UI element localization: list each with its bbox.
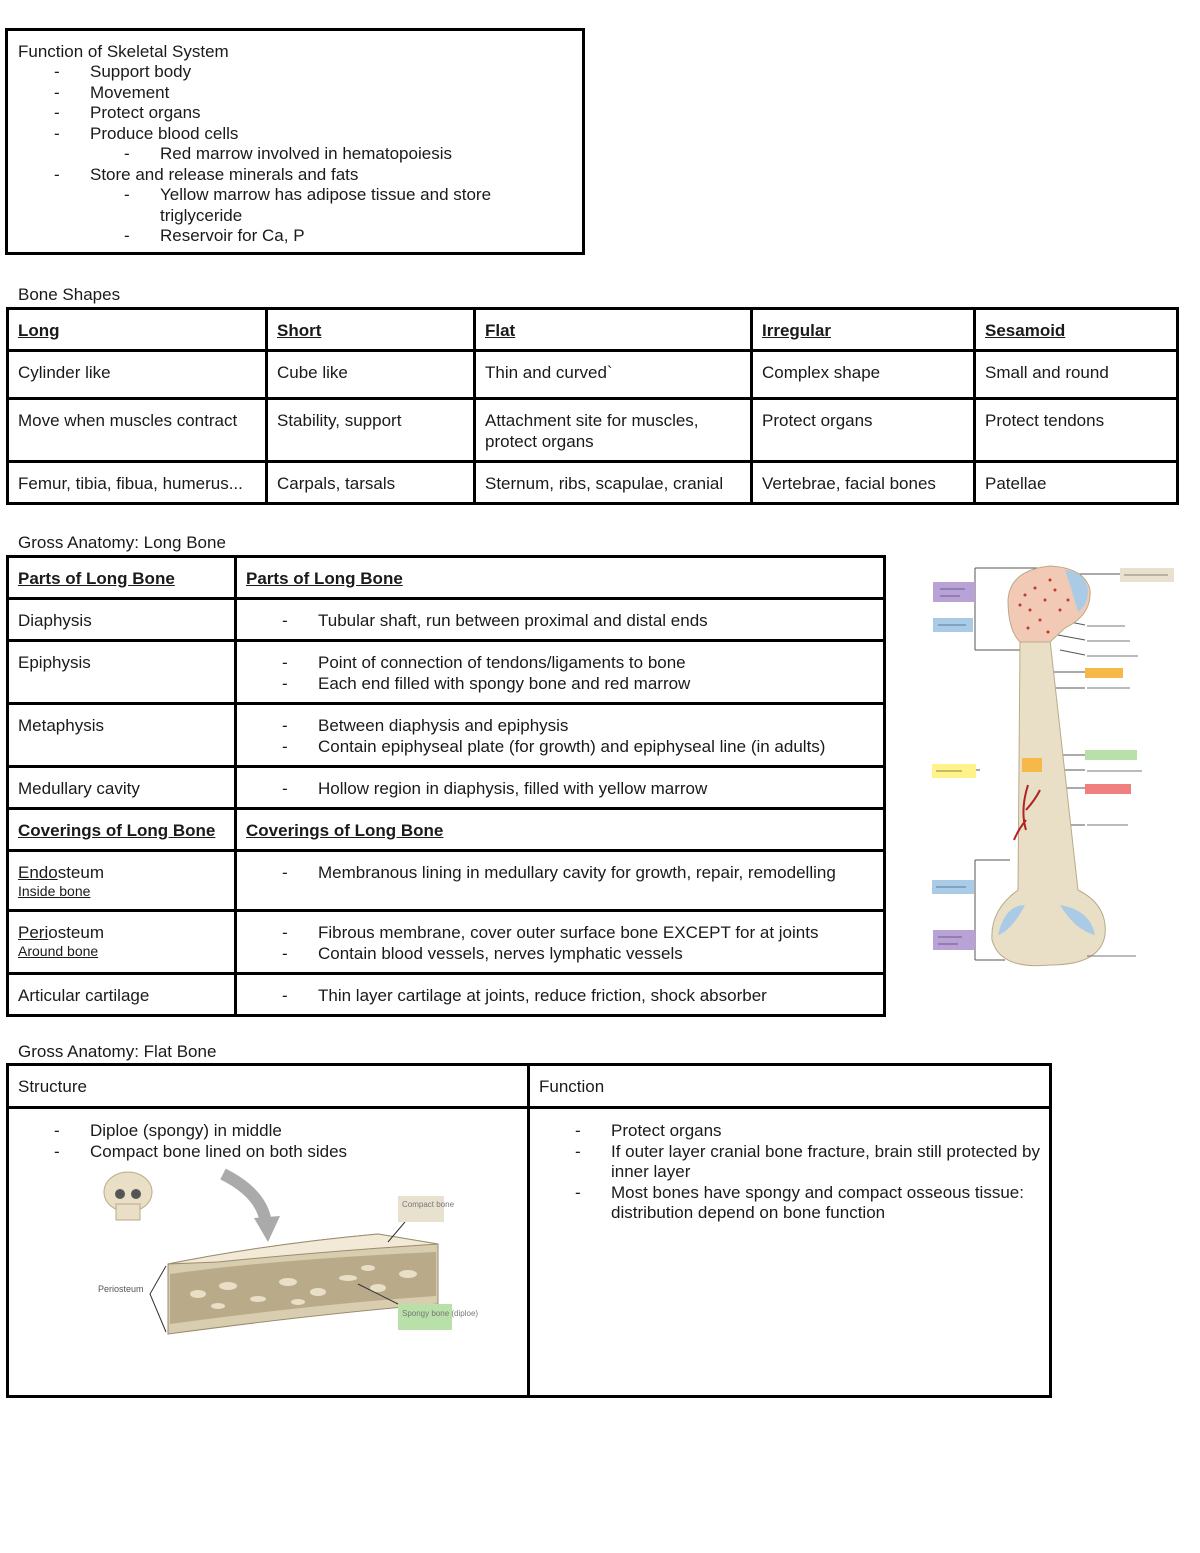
- description-point: - Contain epiphyseal plate (for growth) and epiphyseal line (in adults): [246, 736, 874, 757]
- description-cell: [236, 911, 885, 974]
- shape-cell: Small and round: [975, 351, 1178, 399]
- shape-cell: Femur, tibia, fibua, humerus...: [8, 462, 267, 504]
- shape-cell: Protect organs: [752, 399, 975, 462]
- shape-cell: Complex shape: [752, 351, 975, 399]
- covering-sub: Inside bone: [18, 883, 91, 899]
- function-item: - Store and release minerals and fats: [18, 165, 572, 186]
- function-point: - Protect organs: [539, 1121, 1040, 1142]
- shape-cell: Patellae: [975, 462, 1178, 504]
- part-name: Diaphysis: [8, 599, 236, 641]
- bone-shapes-table: [6, 307, 1179, 505]
- covering-prefix: Peri: [18, 923, 49, 942]
- long-bone-table: [6, 555, 886, 1017]
- description-point: - Hollow region in diaphysis, filled with yellow marrow: [246, 778, 874, 799]
- description-point: - Tubular shaft, run between proximal and distal ends: [246, 610, 874, 631]
- flat-function-header: Function: [529, 1065, 1051, 1108]
- shape-cell: Cylinder like: [8, 351, 267, 399]
- covering-name: [8, 974, 236, 1016]
- description-point: - Membranous lining in medullary cavity for growth, repair, remodelling: [246, 862, 874, 883]
- description-cell: [236, 851, 885, 911]
- flat-structure-list: [18, 1121, 518, 1162]
- covering-rest: Articular cartilage: [18, 986, 150, 1005]
- description-list: [246, 985, 874, 1006]
- flat-bone-title: Gross Anatomy: Flat Bone: [18, 1042, 217, 1061]
- long-bone-header: Coverings of Long Bone: [236, 809, 885, 851]
- shape-cell: Protect tendons: [975, 399, 1178, 462]
- flat-function-cell: [529, 1108, 1051, 1397]
- description-list: [246, 862, 874, 883]
- long-bone-figure: [900, 560, 1190, 980]
- covering-sub: Around bone: [18, 943, 99, 959]
- long-bone-header: Coverings of Long Bone: [8, 809, 236, 851]
- description-point: - Point of connection of tendons/ligaments to bone: [246, 652, 874, 673]
- part-name: Metaphysis: [8, 704, 236, 767]
- part-name: Medullary cavity: [8, 767, 236, 809]
- function-point: - Most bones have spongy and compact osseous tissue: distribution depend on bone function: [539, 1183, 1040, 1224]
- function-item: - Red marrow involved in hematopoiesis: [18, 144, 572, 165]
- shape-cell: Vertebrae, facial bones: [752, 462, 975, 504]
- description-list: [246, 652, 874, 694]
- flat-structure-header: Structure: [8, 1065, 529, 1108]
- description-point: - Contain blood vessels, nerves lymphatic vessels: [246, 943, 874, 964]
- shape-header: Long: [8, 309, 267, 351]
- description-cell: [236, 704, 885, 767]
- description-list: [246, 610, 874, 631]
- compact-bone-label: Compact bone: [402, 1200, 455, 1209]
- description-cell: [236, 974, 885, 1016]
- periosteum-label: Periosteum: [98, 1284, 144, 1294]
- shape-cell: Carpals, tarsals: [267, 462, 475, 504]
- flat-bone-table: [6, 1063, 1052, 1398]
- covering-prefix: Endo: [18, 863, 58, 882]
- shape-cell: Move when muscles contract: [8, 399, 267, 462]
- flat-structure-cell: [8, 1108, 529, 1397]
- shape-cell: Attachment site for muscles, protect organs: [475, 399, 752, 462]
- spongy-bone-label: Spongy bone (diploe): [402, 1309, 479, 1318]
- function-item: - Reservoir for Ca, P: [18, 226, 572, 247]
- description-cell: [236, 641, 885, 704]
- skeletal-functions-list: [18, 62, 572, 247]
- function-item: - Protect organs: [18, 103, 572, 124]
- description-point: - Between diaphysis and epiphysis: [246, 715, 874, 736]
- shape-header: Sesamoid: [975, 309, 1178, 351]
- description-cell: [236, 767, 885, 809]
- shape-cell: Cube like: [267, 351, 475, 399]
- description-list: [246, 778, 874, 799]
- structure-point: - Compact bone lined on both sides: [18, 1142, 518, 1163]
- function-item: - Produce blood cells: [18, 124, 572, 145]
- shape-header: Irregular: [752, 309, 975, 351]
- covering-name: [8, 851, 236, 911]
- long-bone-header: Parts of Long Bone: [8, 557, 236, 599]
- covering-name: [8, 911, 236, 974]
- flat-function-list: [539, 1121, 1040, 1224]
- description-list: [246, 715, 874, 757]
- function-item: - Yellow marrow has adipose tissue and store triglyceride: [18, 185, 572, 226]
- function-item: - Support body: [18, 62, 572, 83]
- function-point: - If outer layer cranial bone fracture, brain still protected by inner layer: [539, 1142, 1040, 1183]
- long-bone-title: Gross Anatomy: Long Bone: [18, 533, 226, 552]
- shape-cell: Stability, support: [267, 399, 475, 462]
- flat-bone-figure: [18, 1174, 479, 1344]
- description-point: - Each end filled with spongy bone and red marrow: [246, 673, 874, 694]
- description-list: [246, 922, 874, 964]
- description-cell: [236, 599, 885, 641]
- shape-cell: Sternum, ribs, scapulae, cranial: [475, 462, 752, 504]
- skeletal-functions-title: Function of Skeletal System: [18, 42, 229, 61]
- shape-header: Short: [267, 309, 475, 351]
- structure-point: - Diploe (spongy) in middle: [18, 1121, 518, 1142]
- shape-header: Flat: [475, 309, 752, 351]
- skeletal-functions-box: [5, 28, 585, 255]
- function-item: - Movement: [18, 83, 572, 104]
- long-bone-header: Parts of Long Bone: [236, 557, 885, 599]
- bone-shapes-title: Bone Shapes: [18, 285, 121, 304]
- shape-cell: Thin and curved`: [475, 351, 752, 399]
- description-point: - Fibrous membrane, cover outer surface bone EXCEPT for at joints: [246, 922, 874, 943]
- covering-rest: steum: [57, 863, 104, 882]
- covering-rest: osteum: [48, 923, 104, 942]
- description-point: - Thin layer cartilage at joints, reduce friction, shock absorber: [246, 985, 874, 1006]
- part-name: Epiphysis: [8, 641, 236, 704]
